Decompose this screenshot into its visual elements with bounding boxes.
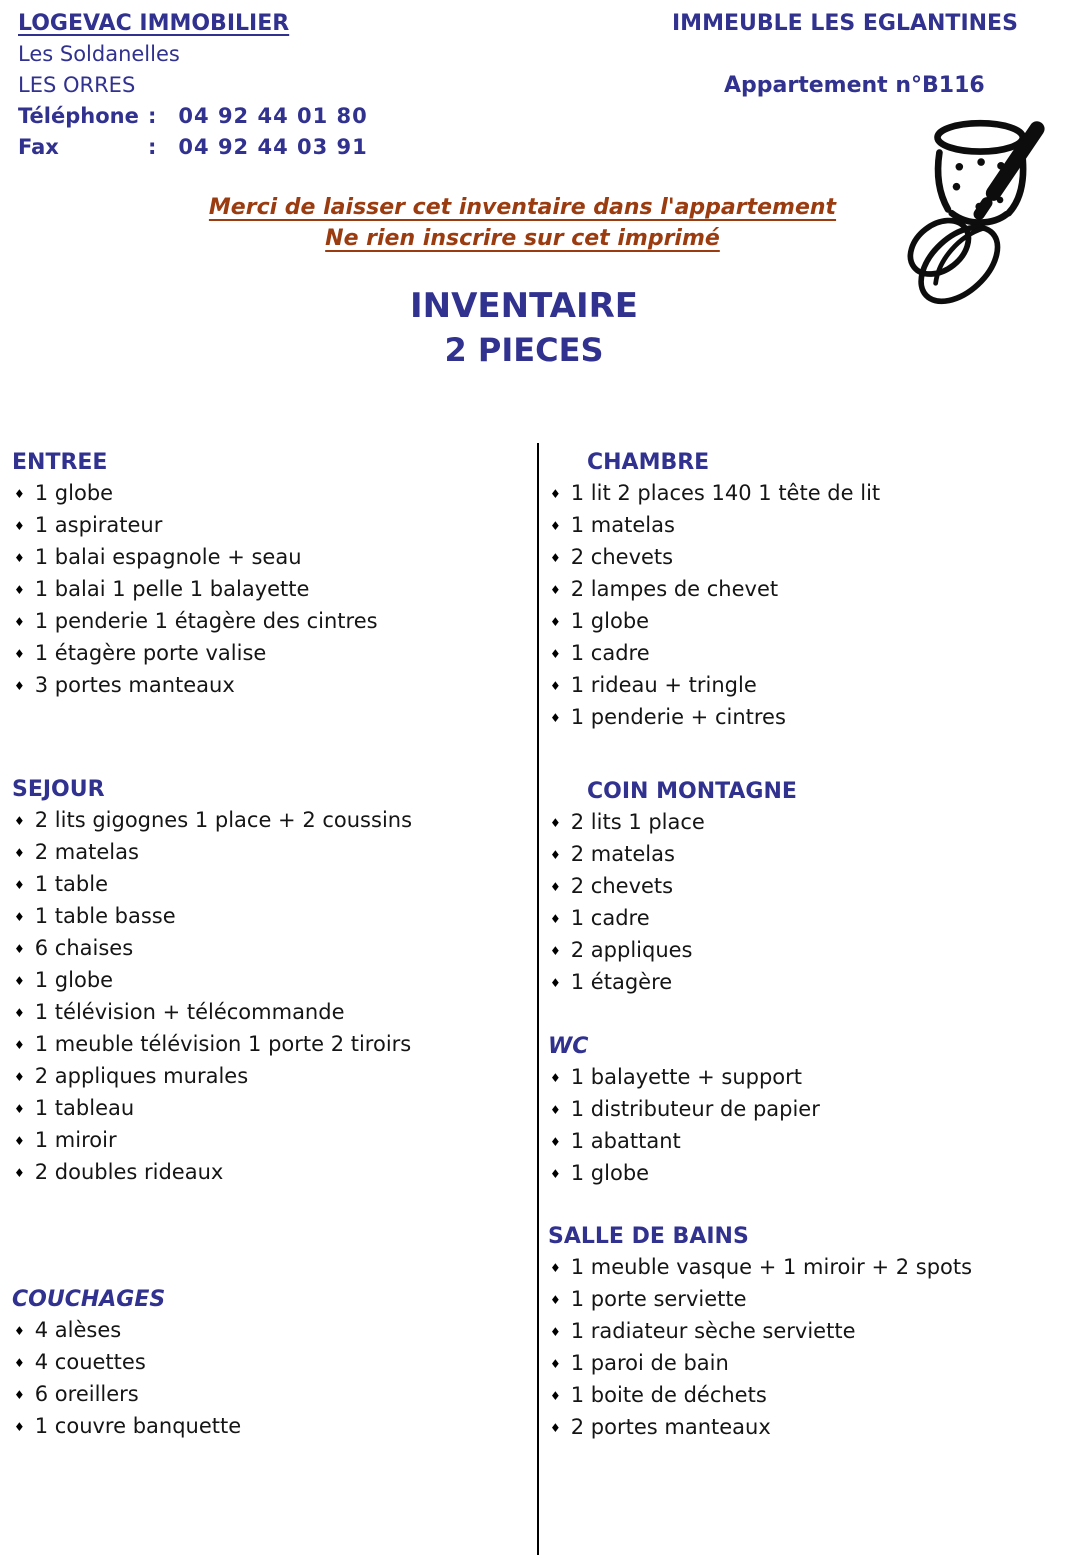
item-list [12, 1315, 522, 1443]
inventory-item [14, 574, 522, 606]
notice [0, 192, 1045, 254]
item-text: 2 chevets [570, 545, 674, 569]
inventory-item [550, 510, 1073, 542]
section-title: ENTREE [12, 450, 108, 475]
diamond-bullet-icon: ♦ [550, 816, 561, 830]
fax-separator: : [148, 135, 157, 159]
diamond-bullet-icon: ♦ [14, 1166, 25, 1180]
diamond-bullet-icon: ♦ [14, 1324, 25, 1338]
inventory-item [550, 807, 1073, 839]
inventory-item [14, 1029, 522, 1061]
item-text: 1 table basse [34, 904, 176, 928]
diamond-bullet-icon: ♦ [550, 1103, 561, 1117]
column-left [12, 447, 522, 1443]
inventory-item [14, 1061, 522, 1093]
diamond-bullet-icon: ♦ [14, 583, 25, 597]
diamond-bullet-icon: ♦ [14, 647, 25, 661]
inventory-item [550, 574, 1073, 606]
item-text: 1 aspirateur [34, 513, 163, 537]
phone-separator: : [148, 104, 157, 128]
agency-header [18, 8, 368, 163]
diamond-bullet-icon: ♦ [14, 1038, 25, 1052]
item-text: 2 portes manteaux [570, 1415, 771, 1439]
item-text: 1 globe [34, 481, 114, 505]
phone-number: 04 92 44 01 80 [178, 104, 368, 128]
item-text: 1 couvre banquette [34, 1414, 242, 1438]
item-text: 1 balai espagnole + seau [34, 545, 302, 569]
item-list [548, 1062, 1073, 1190]
inventory-item [550, 839, 1073, 871]
inventory-item [14, 606, 522, 638]
inventory-item [550, 871, 1073, 903]
item-list [548, 1252, 1073, 1444]
diamond-bullet-icon: ♦ [14, 519, 25, 533]
diamond-bullet-icon: ♦ [14, 1420, 25, 1434]
item-text: 1 distributeur de papier [570, 1097, 820, 1121]
section-title: CHAMBRE [587, 450, 710, 475]
item-list [548, 478, 1073, 734]
agency-name: LOGEVAC IMMOBILIER [18, 11, 290, 36]
building-name: IMMEUBLE LES EGLANTINES [672, 11, 1018, 36]
item-text: 2 appliques [570, 938, 693, 962]
inventory-item [550, 1412, 1073, 1444]
section-sejour [12, 774, 522, 1189]
section-title: WC [548, 1034, 589, 1059]
inventory-item [14, 933, 522, 965]
inventory-item [550, 1284, 1073, 1316]
diamond-bullet-icon: ♦ [550, 1135, 561, 1149]
inventory-item [14, 542, 522, 574]
diamond-bullet-icon: ♦ [550, 679, 561, 693]
inventory-item [14, 837, 522, 869]
item-text: 2 lits gigognes 1 place + 2 coussins [34, 808, 413, 832]
inventory-item [14, 1411, 522, 1443]
item-text: 1 étagère porte valise [34, 641, 267, 665]
inventory-item [14, 901, 522, 933]
section-title: SEJOUR [12, 777, 105, 802]
diamond-bullet-icon: ♦ [550, 976, 561, 990]
item-text: 2 lits 1 place [570, 810, 705, 834]
diamond-bullet-icon: ♦ [14, 679, 25, 693]
inventory-item [14, 1093, 522, 1125]
item-text: 2 chevets [570, 874, 674, 898]
section-title: SALLE DE BAINS [548, 1224, 749, 1249]
section-chambre [548, 447, 1073, 734]
apartment-number: Appartement n°B116 [724, 73, 985, 98]
diamond-bullet-icon: ♦ [550, 944, 561, 958]
item-text: 2 lampes de chevet [570, 577, 779, 601]
inventory-item [14, 805, 522, 837]
diamond-bullet-icon: ♦ [550, 487, 561, 501]
inventory-item [14, 997, 522, 1029]
item-text: 2 matelas [34, 840, 139, 864]
inventory-item [14, 1125, 522, 1157]
inventory-item [550, 606, 1073, 638]
phone-row [18, 101, 368, 132]
inventory-item [550, 935, 1073, 967]
item-text: 1 globe [570, 1161, 650, 1185]
inventory-item [550, 638, 1073, 670]
diamond-bullet-icon: ♦ [550, 880, 561, 894]
inventory-item [14, 1347, 522, 1379]
diamond-bullet-icon: ♦ [14, 1070, 25, 1084]
diamond-bullet-icon: ♦ [14, 487, 25, 501]
diamond-bullet-icon: ♦ [550, 1167, 561, 1181]
section-coin-montagne [548, 776, 1073, 999]
diamond-bullet-icon: ♦ [550, 1071, 561, 1085]
item-text: 1 miroir [34, 1128, 117, 1152]
item-text: 3 portes manteaux [34, 673, 235, 697]
inventory-item [550, 1316, 1073, 1348]
section-wc [548, 1031, 1073, 1190]
item-text: 1 balai 1 pelle 1 balayette [34, 577, 310, 601]
inventory-item [550, 1094, 1073, 1126]
item-text: 2 appliques murales [34, 1064, 249, 1088]
inventory-item [550, 1158, 1073, 1190]
diamond-bullet-icon: ♦ [14, 1388, 25, 1402]
item-text: 4 alèses [34, 1318, 122, 1342]
diamond-bullet-icon: ♦ [550, 551, 561, 565]
section-salle-de-bains [548, 1221, 1073, 1444]
inventory-item [14, 510, 522, 542]
diamond-bullet-icon: ♦ [550, 1325, 561, 1339]
item-list [12, 478, 522, 702]
phone-label: Téléphone [18, 104, 139, 128]
item-text: 1 globe [570, 609, 650, 633]
inventory-item [14, 478, 522, 510]
diamond-bullet-icon: ♦ [14, 910, 25, 924]
title-line-1: INVENTAIRE [409, 286, 639, 326]
building-header [672, 8, 1018, 101]
inventory-item [550, 903, 1073, 935]
fax-number: 04 92 44 03 91 [178, 135, 368, 159]
section-couchages [12, 1284, 522, 1443]
diamond-bullet-icon: ♦ [14, 974, 25, 988]
inventory-item [14, 1315, 522, 1347]
fax-label: Fax [18, 135, 59, 159]
item-text: 1 table [34, 872, 108, 896]
diamond-bullet-icon: ♦ [14, 846, 25, 860]
section-title: COUCHAGES [12, 1287, 166, 1312]
item-text: 1 cadre [570, 641, 650, 665]
inventory-item [550, 478, 1073, 510]
diamond-bullet-icon: ♦ [550, 1421, 561, 1435]
section-title: COIN MONTAGNE [587, 779, 797, 804]
item-text: 1 penderie + cintres [570, 705, 786, 729]
diamond-bullet-icon: ♦ [550, 1293, 561, 1307]
agency-residence: Les Soldanelles [18, 42, 180, 66]
diamond-bullet-icon: ♦ [550, 583, 561, 597]
item-text: 1 porte serviette [570, 1287, 747, 1311]
item-text: 1 boite de déchets [570, 1383, 767, 1407]
item-text: 1 meuble vasque + 1 miroir + 2 spots [570, 1255, 973, 1279]
item-text: 1 paroi de bain [570, 1351, 729, 1375]
diamond-bullet-icon: ♦ [14, 551, 25, 565]
diamond-bullet-icon: ♦ [14, 878, 25, 892]
inventory-item [550, 702, 1073, 734]
item-text: 1 meuble télévision 1 porte 2 tiroirs [34, 1032, 412, 1056]
notice-line-1: Merci de laisser cet inventaire dans l'appartement [208, 195, 837, 220]
inventory-item [14, 670, 522, 702]
diamond-bullet-icon: ♦ [550, 1357, 561, 1371]
column-right [548, 447, 1073, 1444]
item-text: 2 doubles rideaux [34, 1160, 224, 1184]
diamond-bullet-icon: ♦ [550, 1261, 561, 1275]
diamond-bullet-icon: ♦ [14, 1102, 25, 1116]
item-list [12, 805, 522, 1189]
inventory-item [550, 670, 1073, 702]
diamond-bullet-icon: ♦ [550, 848, 561, 862]
inventory-item [550, 1252, 1073, 1284]
item-text: 4 couettes [34, 1350, 146, 1374]
item-text: 1 étagère [570, 970, 673, 994]
item-list [548, 807, 1073, 999]
notice-line-2: Ne rien inscrire sur cet imprimé [325, 226, 720, 251]
item-text: 2 matelas [570, 842, 675, 866]
diamond-bullet-icon: ♦ [14, 615, 25, 629]
diamond-bullet-icon: ♦ [550, 711, 561, 725]
diamond-bullet-icon: ♦ [14, 1134, 25, 1148]
item-text: 1 lit 2 places 140 1 tête de lit [570, 481, 881, 505]
diamond-bullet-icon: ♦ [550, 647, 561, 661]
item-text: 6 oreillers [34, 1382, 139, 1406]
inventory-item [14, 1157, 522, 1189]
diamond-bullet-icon: ♦ [550, 615, 561, 629]
diamond-bullet-icon: ♦ [14, 1356, 25, 1370]
column-divider-line [537, 443, 539, 1555]
diamond-bullet-icon: ♦ [14, 942, 25, 956]
inventory-item [14, 869, 522, 901]
title-line-2: 2 PIECES [444, 331, 604, 369]
document-title [0, 283, 1048, 370]
item-text: 1 radiateur sèche serviette [570, 1319, 856, 1343]
item-text: 1 télévision + télécommande [34, 1000, 345, 1024]
diamond-bullet-icon: ♦ [550, 912, 561, 926]
inventory-item [550, 542, 1073, 574]
item-text: 1 globe [34, 968, 114, 992]
item-text: 1 cadre [570, 906, 650, 930]
inventory-item [14, 965, 522, 997]
inventory-item [550, 1126, 1073, 1158]
item-text: 1 rideau + tringle [570, 673, 757, 697]
inventory-item [550, 967, 1073, 999]
inventory-item [14, 1379, 522, 1411]
inventory-item [550, 1062, 1073, 1094]
item-text: 1 penderie 1 étagère des cintres [34, 609, 378, 633]
item-text: 1 tableau [34, 1096, 135, 1120]
diamond-bullet-icon: ♦ [550, 1389, 561, 1403]
item-text: 1 abattant [570, 1129, 681, 1153]
diamond-bullet-icon: ♦ [14, 814, 25, 828]
item-text: 1 balayette + support [570, 1065, 803, 1089]
inventory-item [550, 1380, 1073, 1412]
item-text: 1 matelas [570, 513, 675, 537]
inventory-item [14, 638, 522, 670]
agency-city: LES ORRES [18, 73, 136, 97]
diamond-bullet-icon: ♦ [14, 1006, 25, 1020]
fax-row [18, 132, 368, 163]
inventory-item [550, 1348, 1073, 1380]
diamond-bullet-icon: ♦ [550, 519, 561, 533]
section-entree [12, 447, 522, 702]
item-text: 6 chaises [34, 936, 134, 960]
